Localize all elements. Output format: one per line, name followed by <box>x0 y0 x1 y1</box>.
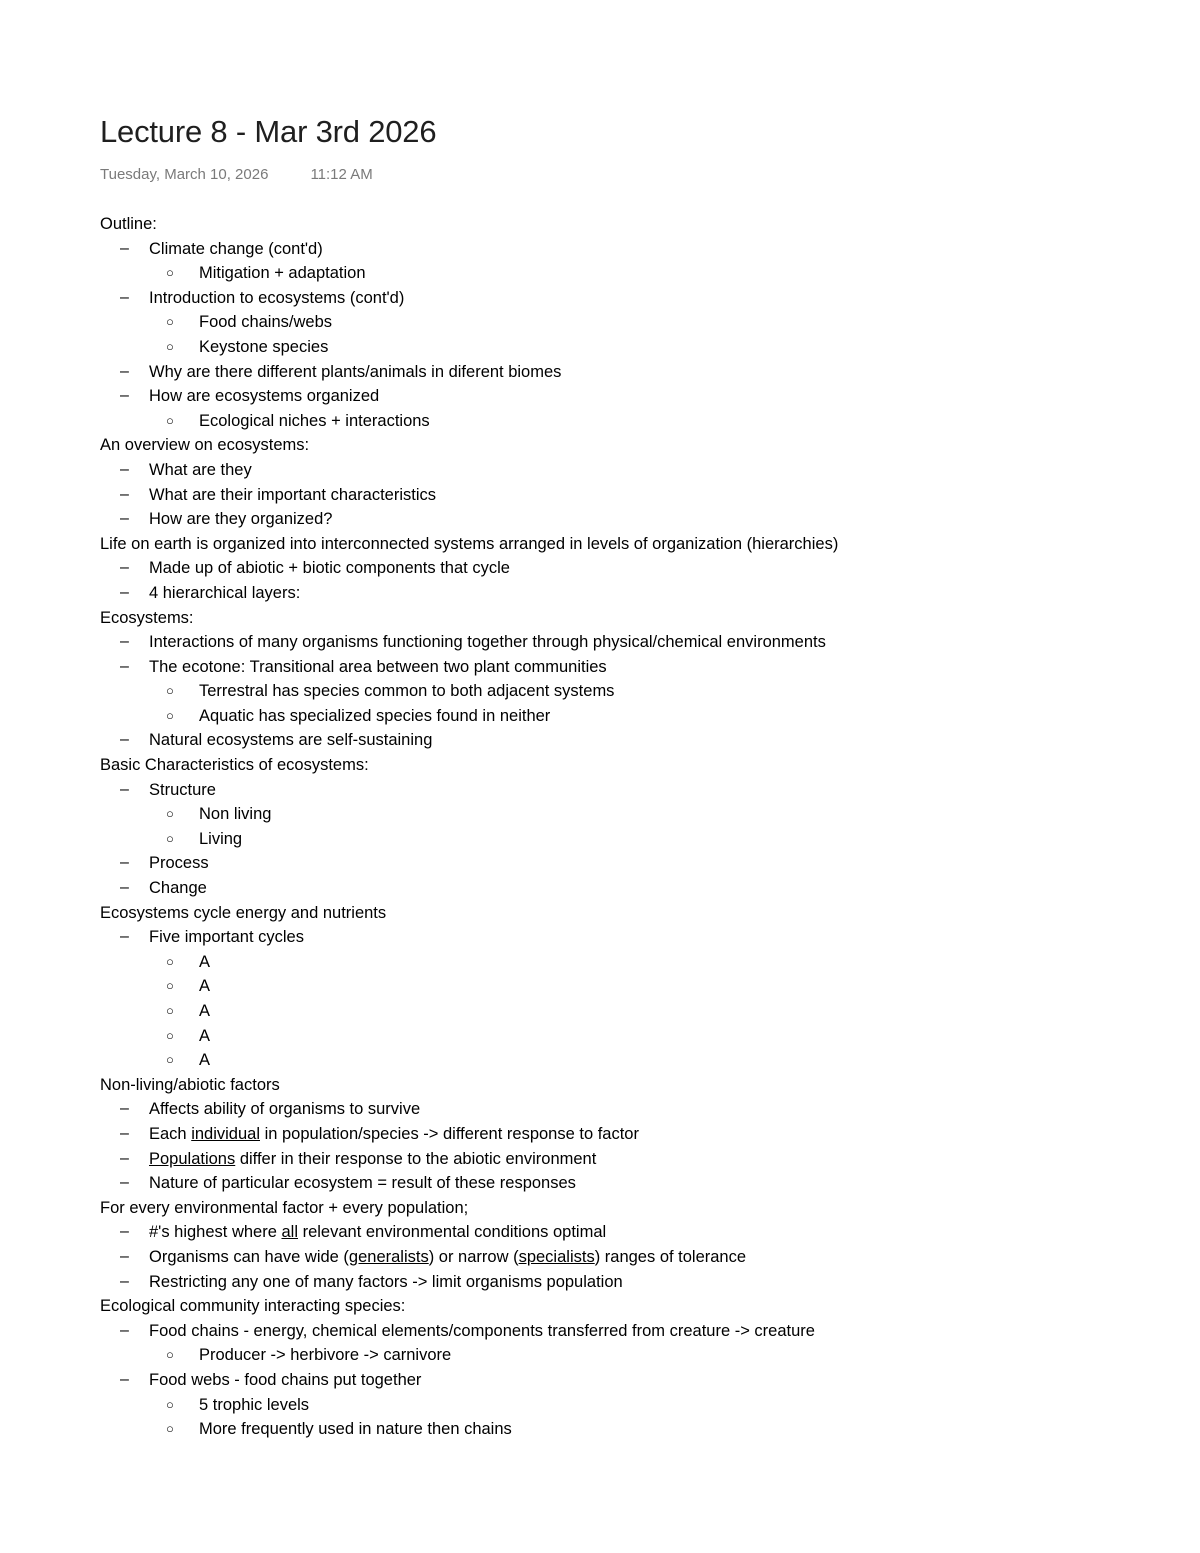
underlined-text: Populations <box>149 1149 236 1168</box>
dash-bullet-item[interactable] <box>100 1368 1160 1393</box>
dash-bullet-item[interactable] <box>100 655 1160 680</box>
line-text <box>149 1150 596 1168</box>
line-text: Interactions of many organisms functioning together through physical/chemical environments <box>149 633 826 652</box>
text-segment: relevant environmental conditions optimal <box>298 1223 607 1242</box>
circle-bullet-icon: ○ <box>166 314 174 330</box>
dash-bullet-icon: – <box>120 633 129 651</box>
line-text: Life on earth is organized into interconnected systems arranged in levels of organization (hierarchies) <box>100 534 839 553</box>
line-text: How are ecosystems organized <box>149 387 380 406</box>
text-segment: differ in their response to the abiotic environment <box>235 1149 597 1168</box>
dash-bullet-icon: – <box>120 780 129 798</box>
dash-bullet-icon: – <box>120 239 129 257</box>
circle-bullet-item[interactable] <box>100 950 1160 975</box>
dash-bullet-item[interactable] <box>100 851 1160 876</box>
dash-bullet-item[interactable] <box>100 728 1160 753</box>
circle-bullet-icon: ○ <box>166 1003 174 1018</box>
line-text: Affects ability of organisms to survive <box>149 1100 421 1119</box>
dash-bullet-icon: – <box>120 1272 129 1290</box>
dash-bullet-item[interactable] <box>100 1220 1160 1245</box>
line-text: Introduction to ecosystems (cont'd) <box>149 288 405 307</box>
dash-bullet-icon: – <box>120 362 129 380</box>
dash-bullet-item[interactable] <box>100 483 1160 508</box>
circle-bullet-icon: ○ <box>166 1421 174 1437</box>
heading-line[interactable] <box>100 532 1160 557</box>
line-text <box>149 1248 746 1266</box>
dash-bullet-item[interactable] <box>100 360 1160 385</box>
circle-bullet-item[interactable] <box>100 335 1160 360</box>
circle-bullet-icon: ○ <box>166 338 174 354</box>
dash-bullet-item[interactable] <box>100 1097 1160 1122</box>
dash-bullet-item[interactable] <box>100 1122 1160 1147</box>
note-date: Tuesday, March 10, 2026 <box>100 166 269 183</box>
circle-bullet-item[interactable] <box>100 1048 1160 1073</box>
line-text: The ecotone: Transitional area between two plant communities <box>149 657 607 676</box>
dash-bullet-item[interactable] <box>100 876 1160 901</box>
line-text: Restricting any one of many factors -> limit organisms population <box>149 1272 623 1291</box>
dash-bullet-icon: – <box>120 460 129 478</box>
line-text: What are their important characteristics <box>149 485 437 504</box>
dash-bullet-icon: – <box>120 854 129 872</box>
line-text: Nature of particular ecosystem = result of these responses <box>149 1174 576 1193</box>
circle-bullet-icon: ○ <box>166 683 174 699</box>
circle-bullet-item[interactable] <box>100 409 1160 434</box>
date-time-line <box>100 166 373 183</box>
line-text: For every environmental factor + every population; <box>100 1198 469 1217</box>
circle-bullet-icon: ○ <box>166 1027 174 1043</box>
line-text: Food chains/webs <box>199 313 332 332</box>
circle-bullet-item[interactable] <box>100 827 1160 852</box>
heading-line[interactable] <box>100 433 1160 458</box>
dash-bullet-icon: – <box>120 387 129 405</box>
dash-bullet-icon: – <box>120 1223 129 1241</box>
dash-bullet-icon: – <box>120 1321 129 1339</box>
text-segment: #'s highest where <box>149 1223 282 1242</box>
underlined-text: specialists <box>518 1247 595 1266</box>
line-text: Outline: <box>100 215 157 233</box>
circle-bullet-item[interactable] <box>100 310 1160 335</box>
circle-bullet-item[interactable] <box>100 999 1160 1024</box>
circle-bullet-icon: ○ <box>166 412 174 428</box>
heading-line[interactable] <box>100 1294 1160 1319</box>
line-text: More frequently used in nature then chains <box>199 1420 512 1439</box>
note-time: 11:12 AM <box>310 166 373 183</box>
line-text: Structure <box>149 780 216 799</box>
dash-bullet-icon: – <box>120 1247 129 1265</box>
underlined-text: individual <box>191 1124 260 1143</box>
line-text: Terrestral has species common to both adjacent systems <box>199 682 615 701</box>
dash-bullet-item[interactable] <box>100 630 1160 655</box>
dash-bullet-item[interactable] <box>100 286 1160 311</box>
circle-bullet-item[interactable] <box>100 679 1160 704</box>
line-text: Food chains - energy, chemical elements/components transferred from creature -> creature <box>149 1321 815 1340</box>
dash-bullet-icon: – <box>120 1100 129 1118</box>
dash-bullet-item[interactable] <box>100 1147 1160 1172</box>
dash-bullet-icon: – <box>120 1124 129 1142</box>
line-text: Five important cycles <box>149 928 304 947</box>
dash-bullet-icon: – <box>120 288 129 306</box>
line-text: Climate change (cont'd) <box>149 239 323 258</box>
dash-bullet-icon: – <box>120 1174 129 1192</box>
line-text: Food webs - food chains put together <box>149 1370 422 1389</box>
line-text: How are they organized? <box>149 510 333 529</box>
dash-bullet-icon: – <box>120 928 129 946</box>
circle-bullet-icon: ○ <box>166 1396 174 1412</box>
dash-bullet-item[interactable] <box>100 925 1160 950</box>
dash-bullet-icon: – <box>120 559 129 577</box>
circle-bullet-icon: ○ <box>166 707 174 723</box>
line-text: An overview on ecosystems: <box>100 436 310 455</box>
underlined-text: generalists <box>348 1247 429 1266</box>
line-text: Ecological niches + interactions <box>199 411 430 430</box>
dash-bullet-icon: – <box>120 583 129 601</box>
heading-line[interactable] <box>100 753 1160 778</box>
dash-bullet-item[interactable] <box>100 237 1160 262</box>
heading-line[interactable] <box>100 1196 1160 1221</box>
line-text: Ecological community interacting species: <box>100 1297 406 1316</box>
line-text: 5 trophic levels <box>199 1395 310 1414</box>
circle-bullet-icon: ○ <box>166 830 174 846</box>
circle-bullet-icon: ○ <box>166 953 174 969</box>
circle-bullet-item[interactable] <box>100 1393 1160 1418</box>
text-segment: ) or narrow ( <box>428 1247 519 1266</box>
line-text: Why are there different plants/animals in diferent biomes <box>149 362 562 381</box>
dash-bullet-icon: – <box>120 510 129 528</box>
line-text: Living <box>199 829 243 848</box>
dash-bullet-item[interactable] <box>100 1270 1160 1295</box>
circle-bullet-icon: ○ <box>166 806 174 822</box>
dash-bullet-icon: – <box>120 657 129 675</box>
dash-bullet-item[interactable] <box>100 458 1160 483</box>
dash-bullet-item[interactable] <box>100 507 1160 532</box>
circle-bullet-item[interactable] <box>100 261 1160 286</box>
line-text: A <box>199 1026 211 1045</box>
circle-bullet-item[interactable] <box>100 974 1160 999</box>
dash-bullet-icon: – <box>120 485 129 503</box>
circle-bullet-item[interactable] <box>100 1417 1160 1442</box>
dash-bullet-item[interactable] <box>100 581 1160 606</box>
line-text: 4 hierarchical layers: <box>149 583 301 602</box>
heading-line[interactable] <box>100 1073 1160 1098</box>
circle-bullet-item[interactable] <box>100 1024 1160 1049</box>
line-text: A <box>199 1002 211 1020</box>
heading-line[interactable] <box>100 606 1160 631</box>
dash-bullet-item[interactable] <box>100 1171 1160 1196</box>
heading-line[interactable] <box>100 901 1160 926</box>
underlined-text: all <box>281 1223 298 1242</box>
dash-bullet-item[interactable] <box>100 1245 1160 1270</box>
text-segment: Organisms can have wide ( <box>149 1247 349 1266</box>
line-text: Made up of abiotic + biotic components that cycle <box>149 559 510 578</box>
line-text <box>149 1223 606 1241</box>
note-body[interactable] <box>100 212 1160 1442</box>
circle-bullet-item[interactable] <box>100 1343 1160 1368</box>
line-text: A <box>199 952 211 971</box>
line-text: Aquatic has specialized species found in neither <box>199 706 551 725</box>
dash-bullet-item[interactable] <box>100 384 1160 409</box>
dash-bullet-item[interactable] <box>100 556 1160 581</box>
line-text: Non-living/abiotic factors <box>100 1075 280 1094</box>
circle-bullet-item[interactable] <box>100 704 1160 729</box>
line-text: Keystone species <box>199 337 329 356</box>
page-title[interactable]: Lecture 8 - Mar 3rd 2026 <box>100 114 437 149</box>
line-text: Non living <box>199 805 272 824</box>
line-text: Process <box>149 854 209 873</box>
line-text: Natural ecosystems are self-sustaining <box>149 731 433 750</box>
line-text: Change <box>149 879 207 898</box>
line-text: Mitigation + adaptation <box>199 264 366 283</box>
line-text: Ecosystems cycle energy and nutrients <box>100 903 387 922</box>
circle-bullet-icon: ○ <box>166 265 174 281</box>
line-text: Basic Characteristics of ecosystems: <box>100 756 369 775</box>
dash-bullet-icon: – <box>120 731 129 749</box>
line-text: A <box>199 1051 211 1070</box>
line-text: A <box>199 977 211 996</box>
text-segment: ) ranges of tolerance <box>594 1247 747 1266</box>
dash-bullet-item[interactable] <box>100 1319 1160 1344</box>
dash-bullet-icon: – <box>120 1149 129 1167</box>
line-text: Producer -> herbivore -> carnivore <box>199 1346 452 1365</box>
dash-bullet-icon: – <box>120 879 129 897</box>
line-text: What are they <box>149 460 252 479</box>
dash-bullet-icon: – <box>120 1370 129 1388</box>
heading-line[interactable] <box>100 212 1160 237</box>
text-segment: in population/species -> different response to factor <box>260 1124 639 1143</box>
circle-bullet-item[interactable] <box>100 802 1160 827</box>
line-text: Ecosystems: <box>100 608 194 627</box>
circle-bullet-icon: ○ <box>166 1347 174 1363</box>
circle-bullet-icon: ○ <box>166 1052 174 1068</box>
circle-bullet-icon: ○ <box>166 978 174 994</box>
line-text <box>149 1125 639 1143</box>
dash-bullet-item[interactable] <box>100 778 1160 803</box>
text-segment: Each <box>149 1124 192 1143</box>
